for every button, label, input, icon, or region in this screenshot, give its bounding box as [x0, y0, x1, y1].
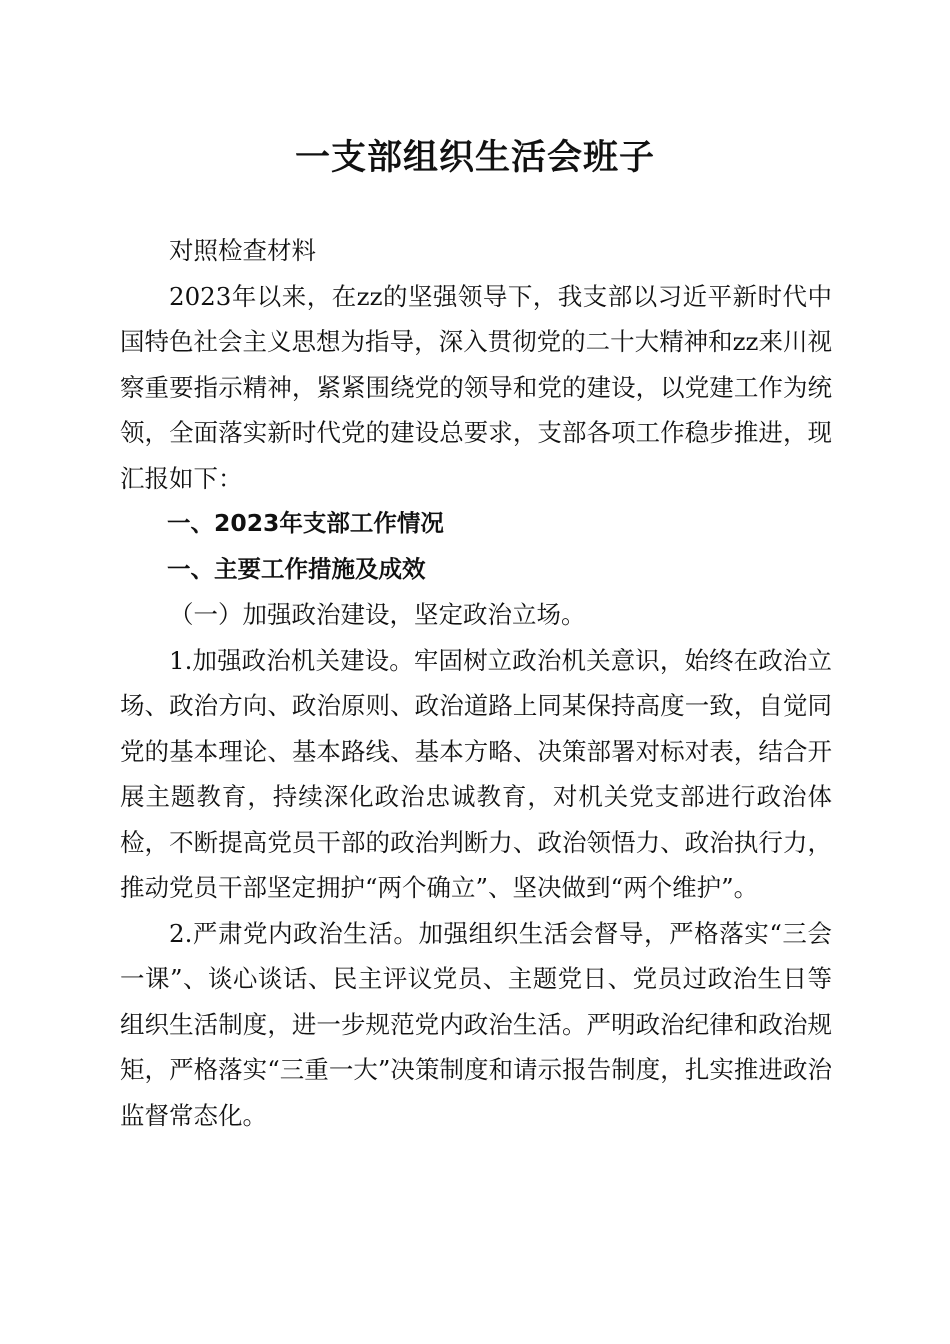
- section-heading-1: 一、2023年支部工作情况: [167, 509, 444, 537]
- subsection-heading-1: （一）加强政治建设，坚定政治立场。: [169, 600, 586, 629]
- paragraph-1: 1.加强政治机关建设。牢固树立政治机关意识，始终在政治立场、政治方向、政治原则、政治道路上同某保持高度一致，自觉同党的基本理论、基本路线、基本方略、决策部署对标对表，结合开展主题教育，持续深化政治忠诚教育，对机关党支部进行政治体检，不断提高党员干部的政治判断力、政治领悟力、政治执行力，推动党员干部坚定拥护“两个确立”、坚决做到“两个维护”。: [120, 645, 832, 902]
- section-heading-2: 一、主要工作措施及成效: [167, 554, 426, 583]
- intro-paragraph: 2023年以来，在zz的坚强领导下，我支部以习近平新时代中国特色社会主义思想为指导，深入贯彻党的二十大精神和zz来川视察重要指示精神，紧紧围绕党的领导和党的建设，以党建工作为统领，全面落实新时代党的建设总要求，支部各项工作稳步推进，现汇报如下：: [120, 281, 832, 493]
- document-title: 一支部组织生活会班子: [294, 137, 655, 178]
- paragraph-2: 2.严肃党内政治生活。加强组织生活会督导，严格落实“三会一课”、谈心谈话、民主评议党员、主题党日、党员过政治生日等组织生活制度，进一步规范党内政治生活。严明政治纪律和政治规矩，严格落实“三重一大”决策制度和请示报告制度，扎实推进政治监督常态化。: [120, 918, 832, 1130]
- document-subtitle: 对照检查材料: [169, 236, 316, 265]
- document-body: [120, 228, 832, 1138]
